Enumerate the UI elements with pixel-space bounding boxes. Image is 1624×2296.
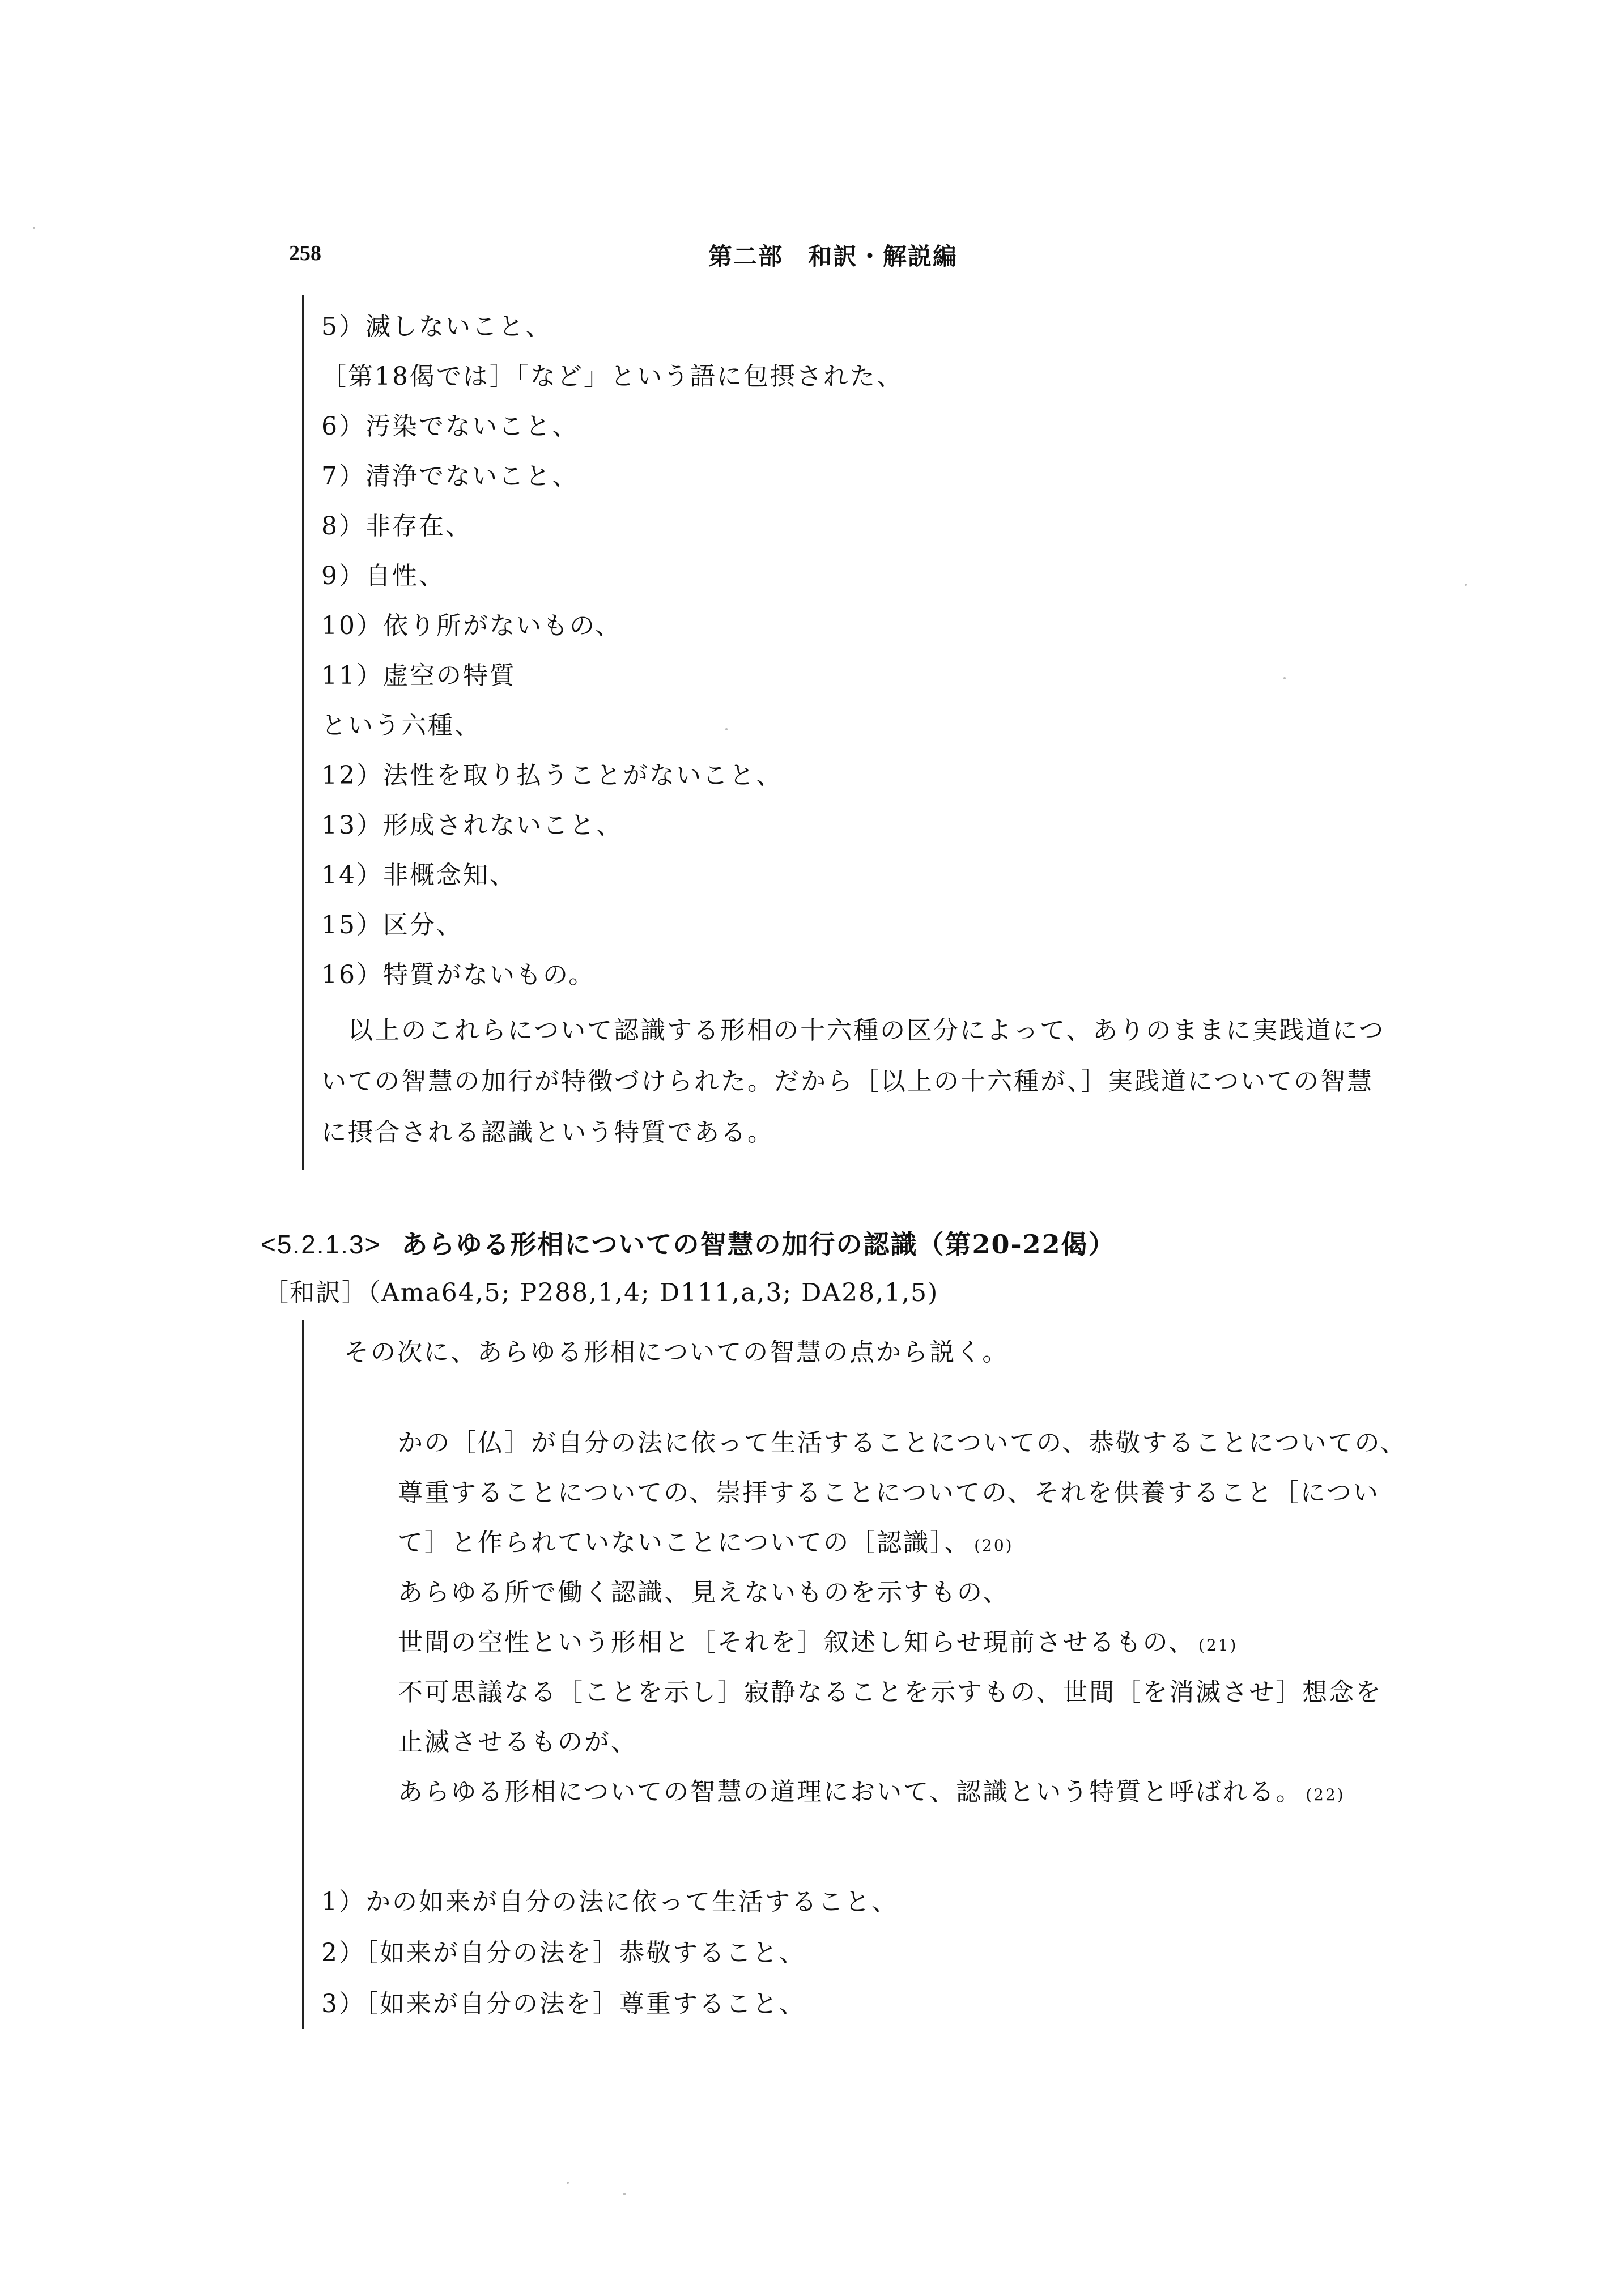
- list-item: という六種、: [321, 711, 481, 740]
- translation-block: [302, 1320, 1409, 2029]
- section-number: <5.2.1.3>: [261, 1230, 381, 1259]
- scan-speck: [33, 227, 35, 229]
- list-item: 11）虚空の特質: [321, 661, 516, 690]
- verse-line: 尊重することについての、崇拝することについての、それを供養すること［につい: [398, 1478, 1380, 1507]
- verse-line: 不可思議なる［ことを示し］寂静なることを示すもの、世間［を消滅させ］想念を: [398, 1678, 1383, 1707]
- list-item: 5）滅しないこと、: [321, 312, 552, 341]
- scan-speck: [1283, 677, 1286, 679]
- verse-line: かの［仏］が自分の法に依って生活することについての、恭敬することについての、: [398, 1428, 1407, 1457]
- list-item: 13）形成されないこと、: [321, 811, 623, 840]
- list-block-1: [302, 295, 1409, 1170]
- list-item: 2）［如来が自分の法を］恭敬すること、: [321, 1938, 806, 1967]
- list-item: 12）法性を取り払うことがないこと、: [321, 761, 783, 790]
- verse-line: [398, 1771, 1345, 1808]
- list-item: 15）区分、: [321, 911, 463, 939]
- paragraph-line: 以上のこれらについて認識する形相の十六種の区分によって、ありのままに実践道につ: [321, 1016, 1385, 1045]
- verse-line: [398, 1622, 1238, 1658]
- list-item: 8）非存在、: [321, 512, 472, 541]
- verse-line: あらゆる所で働く認識、見えないものを示すもの、: [398, 1578, 1010, 1607]
- list-item: 14）非概念知、: [321, 861, 516, 890]
- running-header: 第二部 和訳・解説編: [708, 243, 958, 270]
- verse-line: [398, 1522, 1014, 1558]
- verse-line: 止滅させるものが、: [398, 1728, 637, 1757]
- paragraph-line: に摂合される認識という特質である。: [321, 1118, 774, 1147]
- list-item: 1）かの如来が自分の法に依って生活すること、: [321, 1887, 898, 1916]
- section-heading: [261, 1224, 1116, 1261]
- page-number: 258: [289, 241, 321, 265]
- list-item: ［第18偈では］「など」という語に包摂された、: [321, 362, 903, 391]
- verse-text: あらゆる形相についての智慧の道理において、認識という特質と呼ばれる。: [398, 1778, 1303, 1806]
- list-item: 6）汚染でないこと、: [321, 412, 579, 441]
- intro-line: その次に、あらゆる形相についての智慧の点から説く。: [344, 1338, 1009, 1367]
- note-marker: (21): [1198, 1636, 1238, 1655]
- verse-text: 世間の空性という形相と［それを］叙述し知らせ現前させるもの、: [398, 1628, 1195, 1657]
- list-item: 10）依り所がないもの、: [321, 611, 622, 640]
- verse-text: て］と作られていないことについての［認識］、: [398, 1528, 971, 1557]
- list-item: 7）清浄でないこと、: [321, 462, 579, 491]
- list-item: 3）［如来が自分の法を］尊重すること、: [321, 1989, 806, 2018]
- note-marker: (22): [1306, 1785, 1345, 1804]
- scan-speck: [567, 2182, 569, 2184]
- list-item: 16）特質がないもの。: [321, 960, 596, 989]
- section-title: あらゆる形相についての智慧の加行の認識（第20-22偈）: [401, 1229, 1116, 1260]
- scan-speck: [1465, 584, 1467, 586]
- translation-label: ［和訳］（Ama64,5; P288,1,4; D111,a,3; DA28,1,5): [263, 1278, 939, 1307]
- scan-speck: [623, 2193, 626, 2195]
- paragraph-line: いての智慧の加行が特徴づけられた。だから［以上の十六種が、］実践道についての智慧: [321, 1067, 1374, 1096]
- scan-speck: [725, 728, 728, 730]
- list-item: 9）自性、: [321, 562, 445, 590]
- note-marker: (20): [974, 1536, 1014, 1555]
